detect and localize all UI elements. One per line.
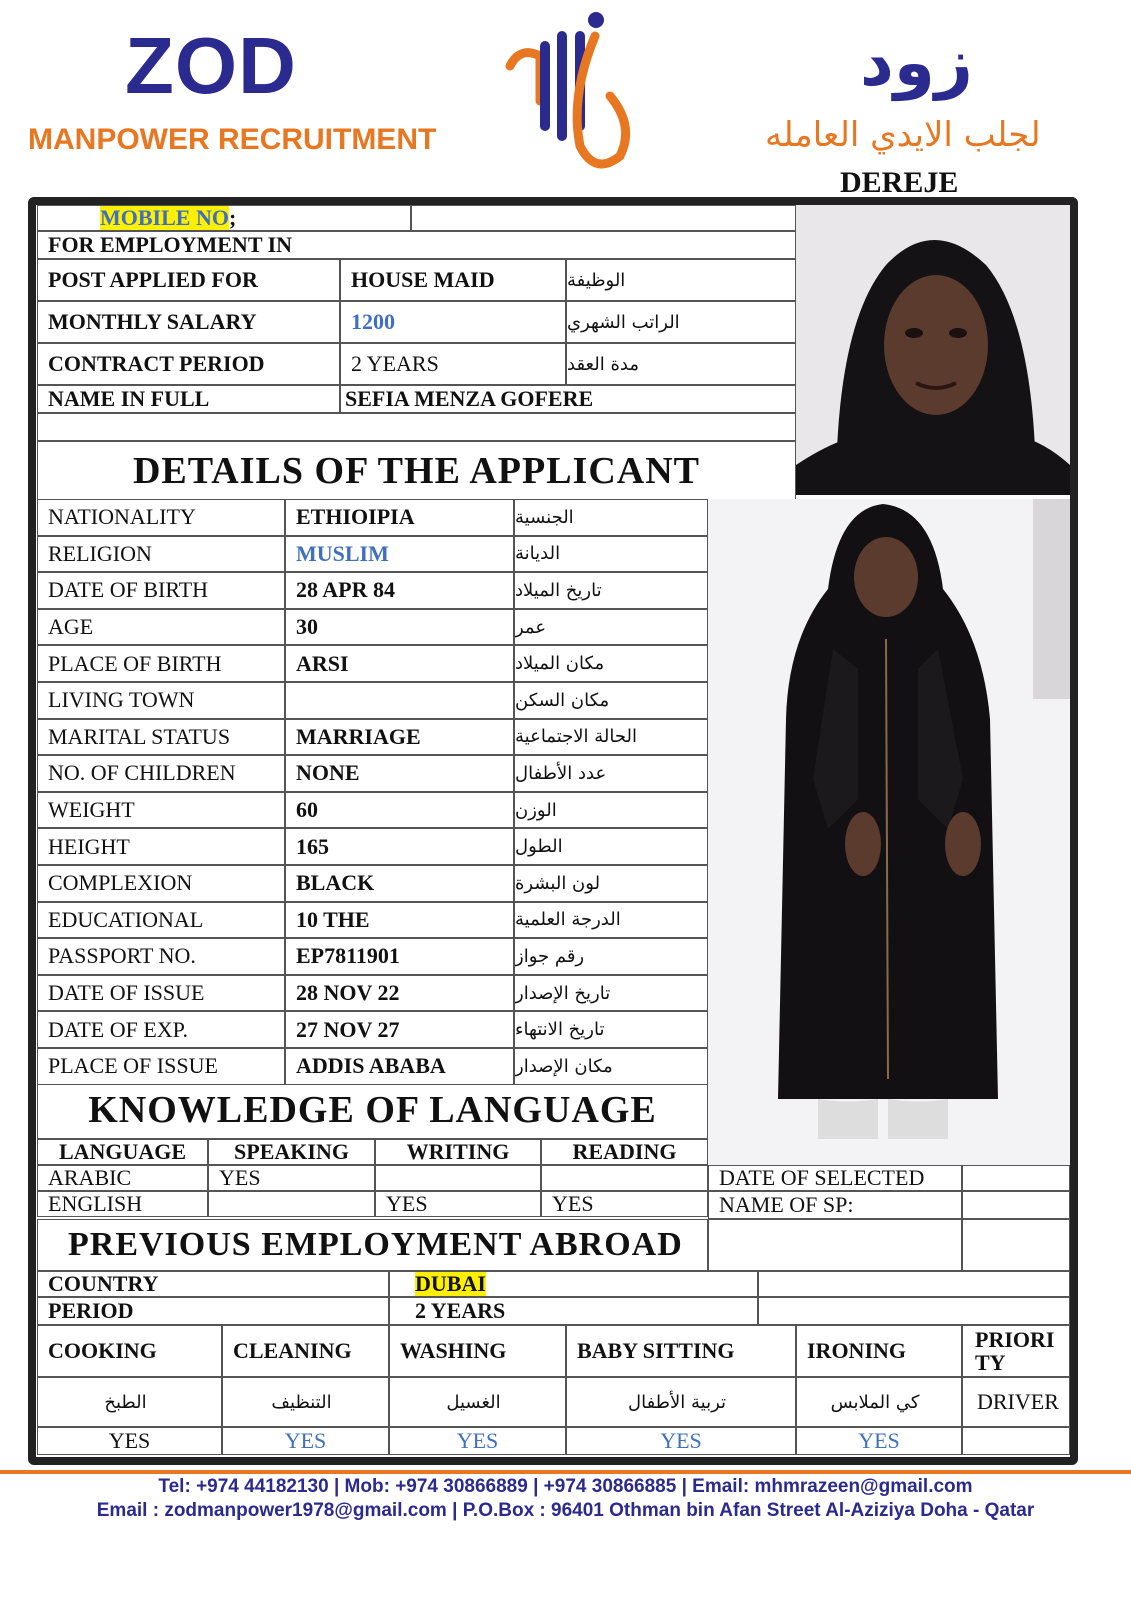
side-blank-1 [708,1219,962,1271]
detail-label: PASSPORT NO. [37,938,285,975]
date-selected-label: DATE OF SELECTED [708,1165,962,1191]
detail-value: BLACK [285,865,514,902]
detail-label-arabic: لون البشرة [514,865,708,902]
detail-value: 30 [285,609,514,646]
detail-value: 28 APR 84 [285,572,514,609]
detail-value: 60 [285,792,514,829]
detail-label: WEIGHT [37,792,285,829]
agent-name: DEREJE [840,166,959,199]
detail-label: DATE OF ISSUE [37,975,285,1012]
footer-divider [0,1470,1131,1474]
detail-label: LIVING TOWN [37,682,285,719]
language-cell: YES [541,1191,708,1217]
detail-label-arabic: الجنسية [514,499,708,536]
period-value: 2 YEARS [389,1297,758,1325]
detail-label-arabic: الحالة الاجتماعية [514,719,708,756]
mobile-value [411,205,796,231]
detail-label: HEIGHT [37,828,285,865]
post-value: HOUSE MAID [340,259,566,301]
skill-value: YES [566,1427,796,1455]
skill-value: YES [796,1427,962,1455]
details-title: DETAILS OF THE APPLICANT [37,441,796,499]
detail-label-arabic: تاريخ الإصدار [514,975,708,1012]
detail-value: NONE [285,755,514,792]
sp-label: NAME OF SP: [708,1191,962,1219]
detail-label-arabic: الديانة [514,536,708,573]
post-label: POST APPLIED FOR [37,259,340,301]
mobile-label: MOBILE NO ; [37,205,411,231]
contract-label: CONTRACT PERIOD [37,343,340,385]
language-header: WRITING [375,1139,541,1165]
detail-label: PLACE OF BIRTH [37,645,285,682]
detail-label: PLACE OF ISSUE [37,1048,285,1085]
brand-name-arabic: زود [860,24,973,101]
priority-blank [962,1427,1070,1455]
footer-contact-line: Tel: +974 44182130 | Mob: +974 30866889 | +974 30866885 | Email: mhmrazeen@gmail.com [158,1476,973,1497]
language-header: SPEAKING [208,1139,375,1165]
detail-label-arabic: مكان الميلاد [514,645,708,682]
language-cell [375,1165,541,1191]
side-blank-2 [962,1219,1070,1271]
priority-value: DRIVER [962,1377,1070,1427]
priority-label: PRIORI TY [962,1325,1070,1377]
detail-value: EP7811901 [285,938,514,975]
detail-label-arabic: تاريخ الانتهاء [514,1011,708,1048]
detail-label-arabic: الوزن [514,792,708,829]
skill-label-arabic: كي الملابس [796,1377,962,1427]
detail-value: 27 NOV 27 [285,1011,514,1048]
language-cell [541,1165,708,1191]
detail-label: COMPLEXION [37,865,285,902]
skill-value: YES [389,1427,566,1455]
detail-value: ARSI [285,645,514,682]
sp-value [962,1191,1070,1219]
detail-label: NATIONALITY [37,499,285,536]
language-cell: ENGLISH [37,1191,208,1217]
country-value: DUBAI [389,1271,758,1297]
previous-title: PREVIOUS EMPLOYMENT ABROAD [37,1219,708,1271]
detail-value: MARRIAGE [285,719,514,756]
detail-label: DATE OF EXP. [37,1011,285,1048]
blank-row [37,413,796,441]
detail-label-arabic: الدرجة العلمية [514,902,708,939]
skill-label: CLEANING [222,1325,389,1377]
detail-label-arabic: مكان السكن [514,682,708,719]
language-title: KNOWLEDGE OF LANGUAGE [37,1081,708,1139]
skill-label-arabic: تربية الأطفال [566,1377,796,1427]
contract-value: 2 YEARS [340,343,566,385]
brand-subtitle: MANPOWER RECRUITMENT [28,123,437,156]
date-selected-value [962,1165,1070,1191]
name-value: SEFIA MENZA GOFERE [340,385,796,413]
name-label: NAME IN FULL [37,385,340,413]
skill-value: YES [37,1427,222,1455]
detail-value: 28 NOV 22 [285,975,514,1012]
detail-label-arabic: الطول [514,828,708,865]
language-cell: YES [375,1191,541,1217]
applicant-full-photo [708,499,1070,1165]
skill-label: IRONING [796,1325,962,1377]
language-header: LANGUAGE [37,1139,208,1165]
detail-label: AGE [37,609,285,646]
language-cell: YES [208,1165,375,1191]
language-header: READING [541,1139,708,1165]
skill-value: YES [222,1427,389,1455]
detail-value: 165 [285,828,514,865]
period-blank [758,1297,1070,1325]
detail-label: RELIGION [37,536,285,573]
skill-label-arabic: الغسيل [389,1377,566,1427]
country-label: COUNTRY [37,1271,389,1297]
detail-label-arabic: تاريخ الميلاد [514,572,708,609]
skill-label: BABY SITTING [566,1325,796,1377]
language-cell: ARABIC [37,1165,208,1191]
detail-label: EDUCATIONAL [37,902,285,939]
salary-label: MONTHLY SALARY [37,301,340,343]
skill-label: COOKING [37,1325,222,1377]
contract-label-arabic: مدة العقد [566,343,796,385]
detail-label-arabic: مكان الإصدار [514,1048,708,1085]
detail-label: NO. OF CHILDREN [37,755,285,792]
footer-address-line: Email : zodmanpower1978@gmail.com | P.O.Box : 96401 Othman bin Afan Street Al-Aziziya Doha - Qatar [96,1500,1035,1521]
skill-label-arabic: الطبخ [37,1377,222,1427]
company-logo-icon [500,6,640,186]
detail-label: DATE OF BIRTH [37,572,285,609]
brand-name: ZOD [125,21,297,110]
employment-label: FOR EMPLOYMENT IN [37,231,796,259]
detail-value: 10 THE [285,902,514,939]
language-cell [208,1191,375,1217]
detail-value: MUSLIM [285,536,514,573]
country-blank [758,1271,1070,1297]
salary-label-arabic: الراتب الشهري [566,301,796,343]
detail-label-arabic: رقم جواز [514,938,708,975]
detail-value: ADDIS ABABA [285,1048,514,1085]
period-label: PERIOD [37,1297,389,1325]
detail-label-arabic: عدد الأطفال [514,755,708,792]
skill-label: WASHING [389,1325,566,1377]
detail-value [285,682,514,719]
applicant-face-photo [796,205,1070,495]
detail-value: ETHIOIPIA [285,499,514,536]
salary-value: 1200 [340,301,566,343]
post-label-arabic: الوظيفة [566,259,796,301]
detail-label-arabic: عمر [514,609,708,646]
skill-label-arabic: التنظيف [222,1377,389,1427]
detail-label: MARITAL STATUS [37,719,285,756]
brand-subtitle-arabic: لجلب الايدي العامله [765,115,1041,155]
